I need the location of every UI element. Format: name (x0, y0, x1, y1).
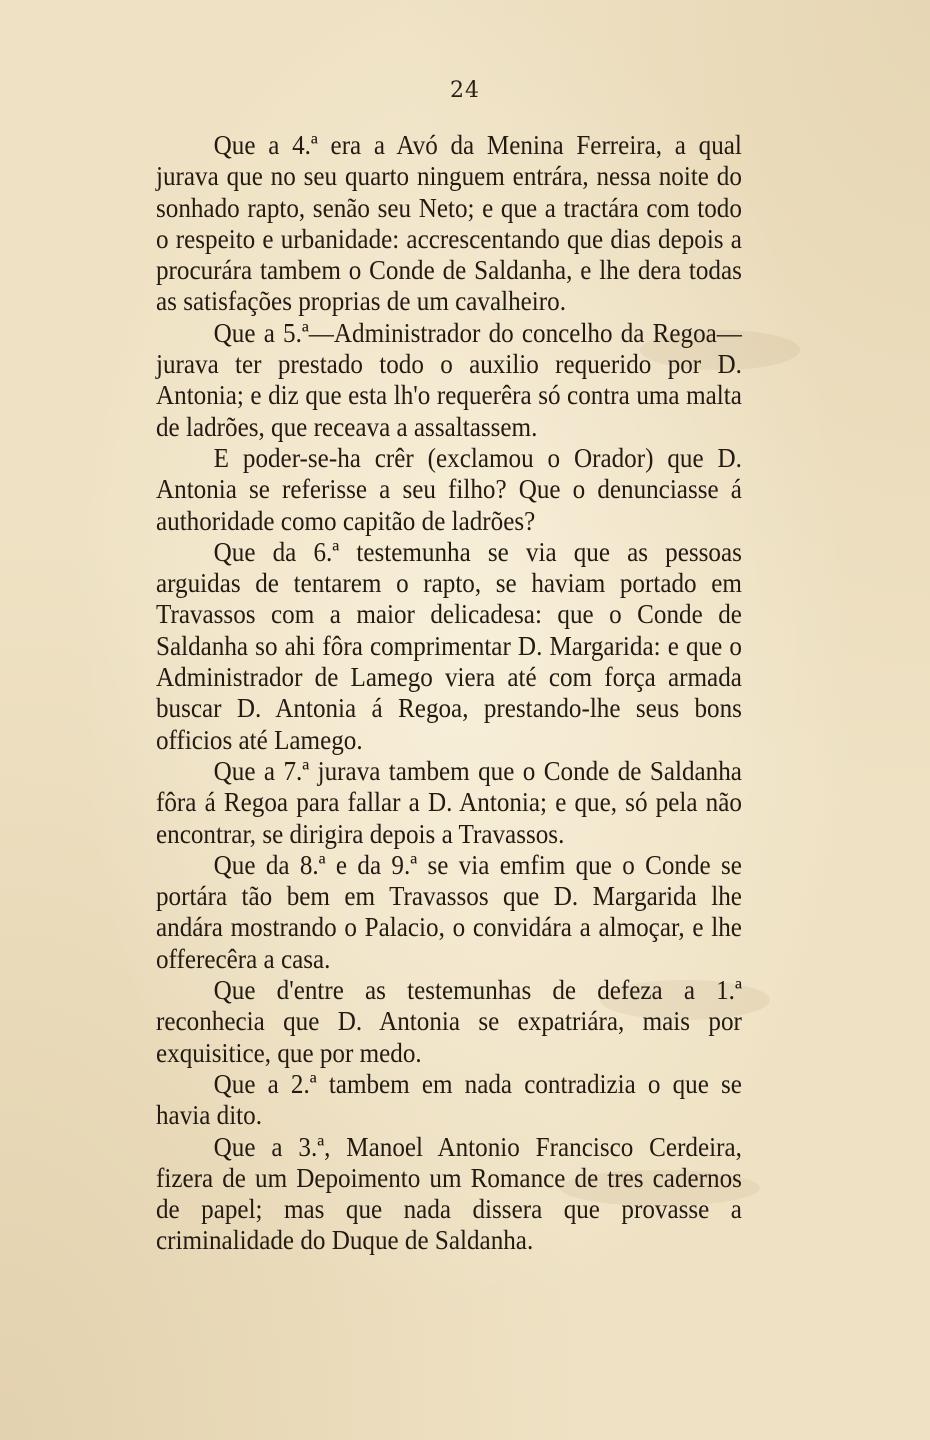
paragraph: Que a 2.ª tambem em nada contradizia o que se havia dito. (156, 1068, 742, 1131)
paragraph: Que a 4.ª era a Avó da Menina Ferreira, a qual jurava que no seu quarto ninguem entrára, nessa noite do sonhado rapto, senão seu Neto; e que a tractára com todo o respeito e urbanidade: accrescentando que dias depois a procurára tambem o Conde de Saldanha, e lhe dera todas as satisfações proprias de um cavalheiro. (156, 130, 742, 317)
body-text (156, 130, 742, 1257)
paragraph: E poder-se-ha crêr (exclamou o Orador) que D. Antonia se referisse a seu filho? Que o denunciasse á authoridade como capitão de ladrões? (156, 442, 742, 536)
paragraph: Que da 6.ª testemunha se via que as pessoas arguidas de tentarem o rapto, se haviam portado em Travassos com a maior delicadesa: que o Conde de Saldanha so ahi fôra comprimentar D. Margarida: e que o Administrador de Lamego viera até com força armada buscar D. Antonia á Regoa, prestando-lhe seus bons officios até Lamego. (156, 536, 742, 755)
paragraph: Que a 7.ª jurava tambem que o Conde de Saldanha fôra á Regoa para fallar a D. Antonia; e que, só pela não encontrar, se dirigira depois a Travassos. (156, 755, 742, 849)
paragraph: Que d'entre as testemunhas de defeza a 1.ª reconhecia que D. Antonia se expatriára, mais por exquisitice, que por medo. (156, 975, 742, 1068)
paragraph: Que a 3.ª, Manoel Antonio Francisco Cerdeira, fizera de um Depoimento um Romance de tres cadernos de papel; mas que nada dissera que provasse a criminalidade do Duque de Saldanha. (156, 1131, 742, 1256)
paragraph: Que a 5.ª—Administrador do concelho da Regoa—jurava ter prestado todo o auxilio requerido por D. Antonia; e diz que esta lh'o requerêra só contra uma malta de ladrões, que receava a assaltassem. (156, 317, 742, 442)
page-number: 24 (450, 78, 480, 103)
paragraph: Que da 8.ª e da 9.ª se via emfim que o Conde se portára tão bem em Travassos que D. Margarida lhe andára mostrando o Palacio, o convidára a almoçar, e lhe offerecêra a casa. (156, 849, 742, 974)
